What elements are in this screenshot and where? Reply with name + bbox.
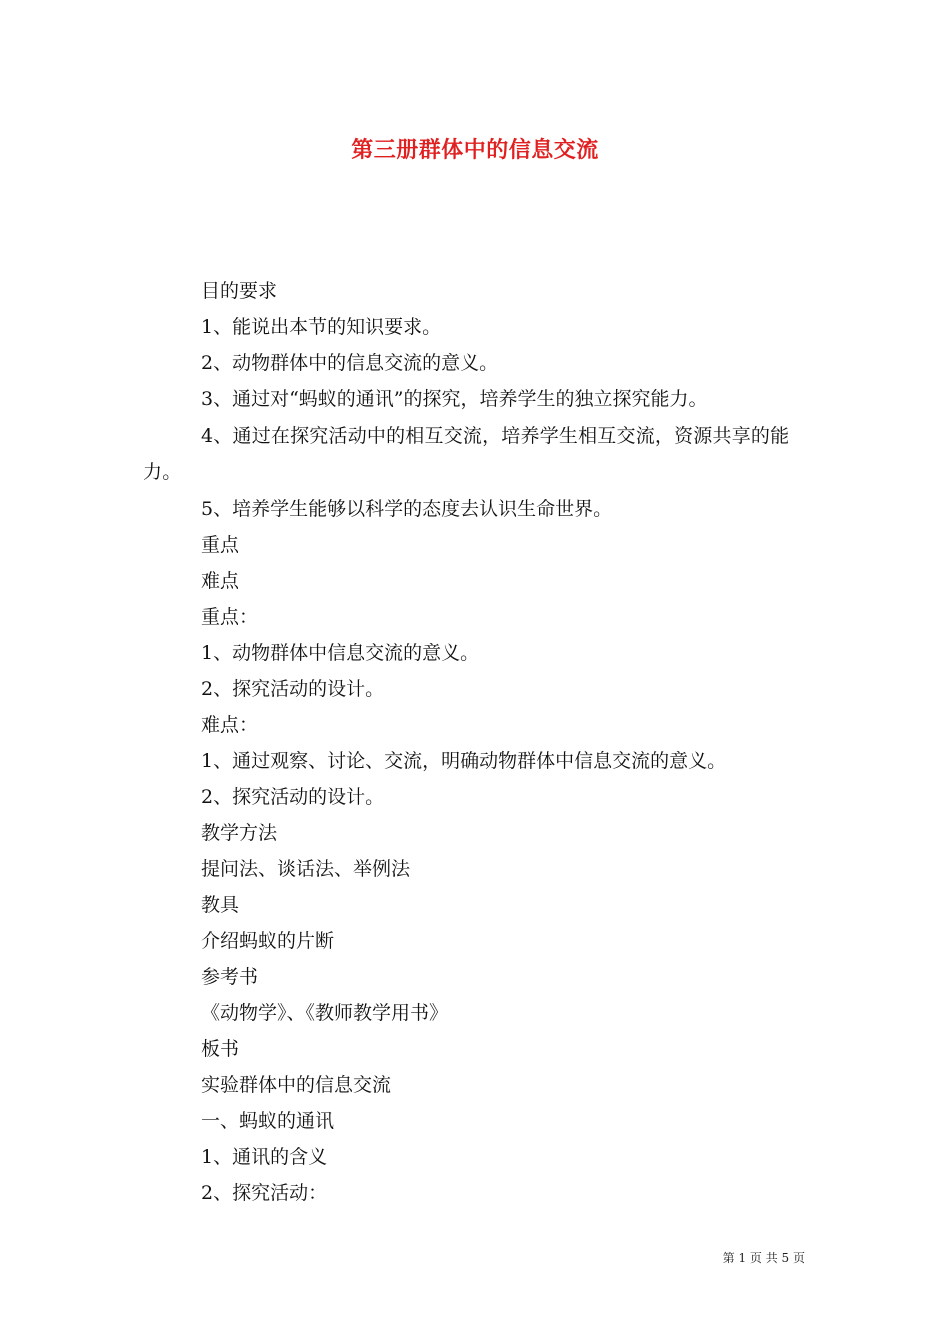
- body-line: 提问法、谈话法、举例法: [201, 858, 411, 880]
- body-line: 教学方法: [201, 822, 278, 844]
- body-line: 一、蚂蚁的通讯: [201, 1110, 335, 1132]
- body-line: 教具: [201, 894, 240, 916]
- body-line: 2、动物群体中的信息交流的意义。: [201, 352, 499, 374]
- body-paragraph: 4、通过在探究活动中的相互交流，培养学生相互交流，资源共享的能力。: [143, 425, 790, 483]
- body-line: 板书: [201, 1038, 240, 1060]
- body-line: 1、能说出本节的知识要求。: [201, 316, 442, 338]
- body-line: 2、探究活动的设计。: [201, 678, 385, 700]
- body-line: 实验群体中的信息交流: [201, 1074, 392, 1096]
- body-line: 1、通过观察、讨论、交流，明确动物群体中信息交流的意义。: [201, 750, 727, 772]
- body-line: 1、通讯的含义: [201, 1146, 328, 1168]
- body-line: 重点: [201, 534, 240, 556]
- body-line: 3、通过对“蚂蚁的通讯”的探究，培养学生的独立探究能力。: [201, 388, 708, 410]
- body-line: 1、动物群体中信息交流的意义。: [201, 642, 480, 664]
- body-line: 5、培养学生能够以科学的态度去认识生命世界。: [201, 498, 613, 520]
- body-line: 2、探究活动：: [201, 1182, 328, 1204]
- body-line: 目的要求: [201, 280, 278, 302]
- body-line: 2、探究活动的设计。: [201, 786, 385, 808]
- body-line: 难点：: [201, 714, 259, 736]
- document-title: 第三册群体中的信息交流: [351, 137, 599, 163]
- body-line: 重点：: [201, 606, 259, 628]
- body-line: 《动物学》、《教师教学用书》: [201, 1002, 449, 1024]
- body-line: 参考书: [201, 966, 259, 988]
- page-number-footer: 第 1 页 共 5 页: [722, 1251, 805, 1265]
- body-line: 难点: [201, 570, 240, 592]
- body-line: 介绍蚂蚁的片断: [201, 930, 335, 952]
